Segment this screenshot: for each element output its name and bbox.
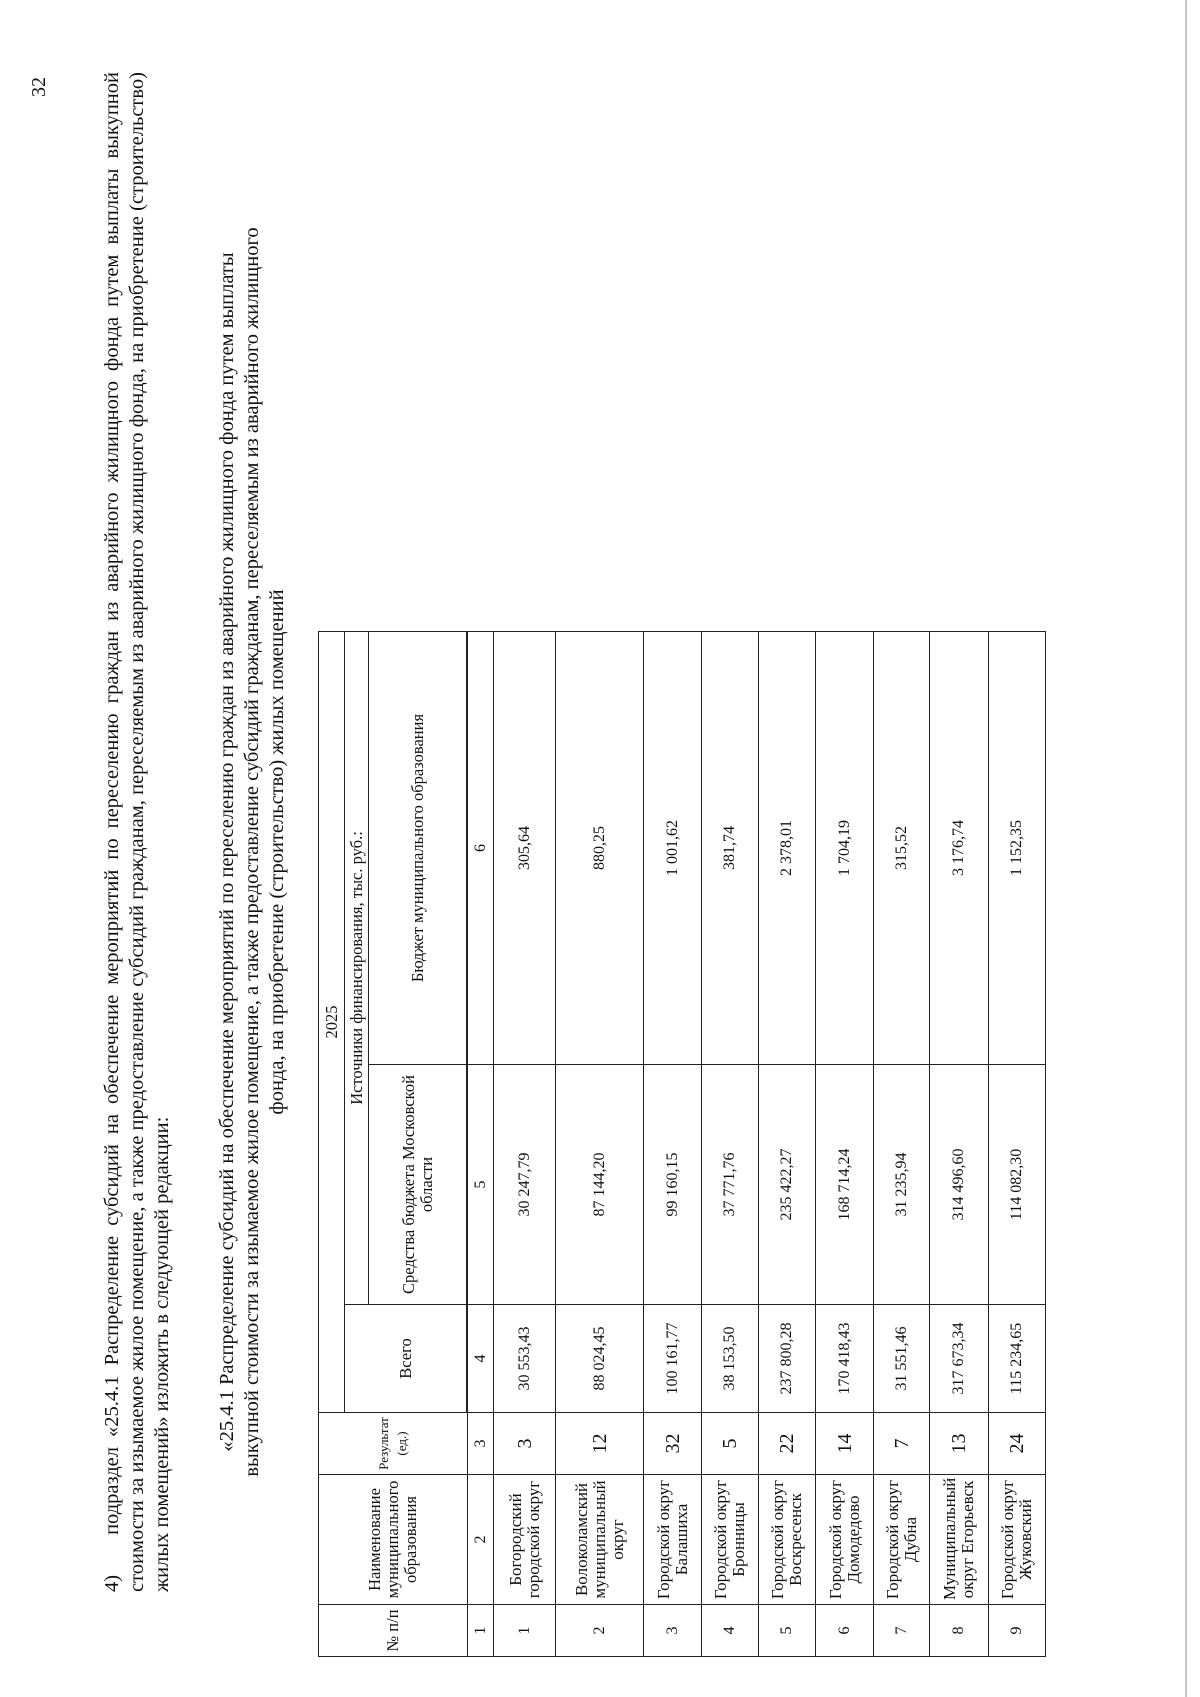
row-num: 2 (556, 1605, 644, 1657)
col-number: 1 (468, 1605, 494, 1657)
row-name: Городской округ Бронницы (702, 1475, 759, 1605)
row-name: Городской округ Домодедово (816, 1475, 874, 1605)
row-regional: 114 082,30 (989, 1065, 1046, 1305)
col-number: 6 (468, 632, 494, 1065)
table-row (816, 632, 874, 1657)
row-municipal: 880,25 (556, 632, 644, 1065)
row-total: 100 161,77 (644, 1305, 702, 1413)
col-number: 3 (468, 1413, 494, 1475)
row-result: 14 (816, 1413, 874, 1475)
header-municipal: Бюджет муниципального образования (369, 632, 467, 1065)
scan-edge-line (1185, 0, 1187, 1697)
header-num: № п/п (319, 1605, 468, 1657)
row-num: 6 (816, 1605, 874, 1657)
table-row (759, 632, 816, 1657)
row-regional: 37 771,76 (702, 1065, 759, 1305)
row-municipal: 315,52 (874, 632, 930, 1065)
row-num: 5 (759, 1605, 816, 1657)
row-total: 30 553,43 (494, 1305, 556, 1413)
row-name: Городской округ Воскресенск (759, 1475, 816, 1605)
row-regional: 30 247,79 (494, 1065, 556, 1305)
row-num: 4 (702, 1605, 759, 1657)
row-result: 3 (494, 1413, 556, 1475)
row-result: 7 (874, 1413, 930, 1475)
table-row (989, 632, 1046, 1657)
row-num: 3 (644, 1605, 702, 1657)
row-name: Богородский городской округ (494, 1475, 556, 1605)
row-total: 317 673,34 (930, 1305, 989, 1413)
row-regional: 87 144,20 (556, 1065, 644, 1305)
row-municipal: 3 176,74 (930, 632, 989, 1065)
subsidy-table (318, 631, 1046, 1657)
table-row (644, 632, 702, 1657)
col-number: 5 (468, 1065, 494, 1305)
row-result: 24 (989, 1413, 1046, 1475)
row-result: 12 (556, 1413, 644, 1475)
row-total: 88 024,45 (556, 1305, 644, 1413)
col-number: 2 (468, 1475, 494, 1605)
row-name: Городской округ Жуковский (989, 1475, 1046, 1605)
row-num: 8 (930, 1605, 989, 1657)
row-result: 13 (930, 1413, 989, 1475)
row-num: 7 (874, 1605, 930, 1657)
page-number: 32 (28, 77, 50, 97)
row-regional: 235 422,27 (759, 1065, 816, 1305)
row-municipal: 381,74 (702, 632, 759, 1065)
row-name: Городской округ Дубна (874, 1475, 930, 1605)
table-row (494, 632, 556, 1657)
row-municipal: 2 378,01 (759, 632, 816, 1065)
header-result: Результат (ед.) (319, 1413, 468, 1475)
row-total: 237 800,28 (759, 1305, 816, 1413)
header-total: Всего (345, 1305, 467, 1413)
row-name: Волоколамский муниципальный округ (556, 1475, 644, 1605)
row-total: 31 551,46 (874, 1305, 930, 1413)
intro-text: подраздел «25.4.1 Распределение субсидий на обеспечение мероприятий по переселению граждан из аварийного жилищного фонда путем выплаты выкупной стоимости за изымаемое жилое помещение, а также предоставление субсидий гражданам, переселяемым из аварийного жилищного фонда, на приобретение (строительство) жилых помещений» изложить в следующей редакции: (101, 72, 173, 1592)
table-row (556, 632, 644, 1657)
row-municipal: 1 152,35 (989, 632, 1046, 1065)
row-name: Городской округ Балашиха (644, 1475, 702, 1605)
section-heading: «25.4.1 Распределение субсидий на обеспечение мероприятий по переселению граждан из аварийного жилищного фонда путем выплаты выкупной стоимости за изымаемое жилое помещение, а также предоставление субсидий гражданам, переселяемым из аварийного жилищного фонда, на приобретение (строительство) жилых помещений (216, 227, 288, 1477)
row-total: 170 418,43 (816, 1305, 874, 1413)
row-regional: 168 714,24 (816, 1065, 874, 1305)
row-result: 5 (702, 1413, 759, 1475)
header-sources: Источники финансирования, тыс. руб.: (345, 632, 369, 1305)
table-row (930, 632, 989, 1657)
row-municipal: 1 704,19 (816, 632, 874, 1065)
row-municipal: 1 001,62 (644, 632, 702, 1065)
item-number: 4) (101, 1574, 123, 1592)
row-name: Муниципальный округ Егорьевск (930, 1475, 989, 1605)
row-regional: 31 235,94 (874, 1065, 930, 1305)
row-total: 38 153,50 (702, 1305, 759, 1413)
table-row (702, 632, 759, 1657)
row-regional: 99 160,15 (644, 1065, 702, 1305)
row-num: 1 (494, 1605, 556, 1657)
row-result: 32 (644, 1413, 702, 1475)
table-row (874, 632, 930, 1657)
row-total: 115 234,65 (989, 1305, 1046, 1413)
row-result: 22 (759, 1413, 816, 1475)
intro-paragraph (100, 72, 175, 1592)
row-num: 9 (989, 1605, 1046, 1657)
header-year: 2025 (319, 632, 345, 1413)
row-municipal: 305,64 (494, 632, 556, 1065)
header-regional: Средства бюджета Московской области (369, 1065, 467, 1305)
header-name: Наименование муниципального образования (319, 1475, 468, 1605)
col-number: 4 (468, 1305, 494, 1413)
row-regional: 314 496,60 (930, 1065, 989, 1305)
